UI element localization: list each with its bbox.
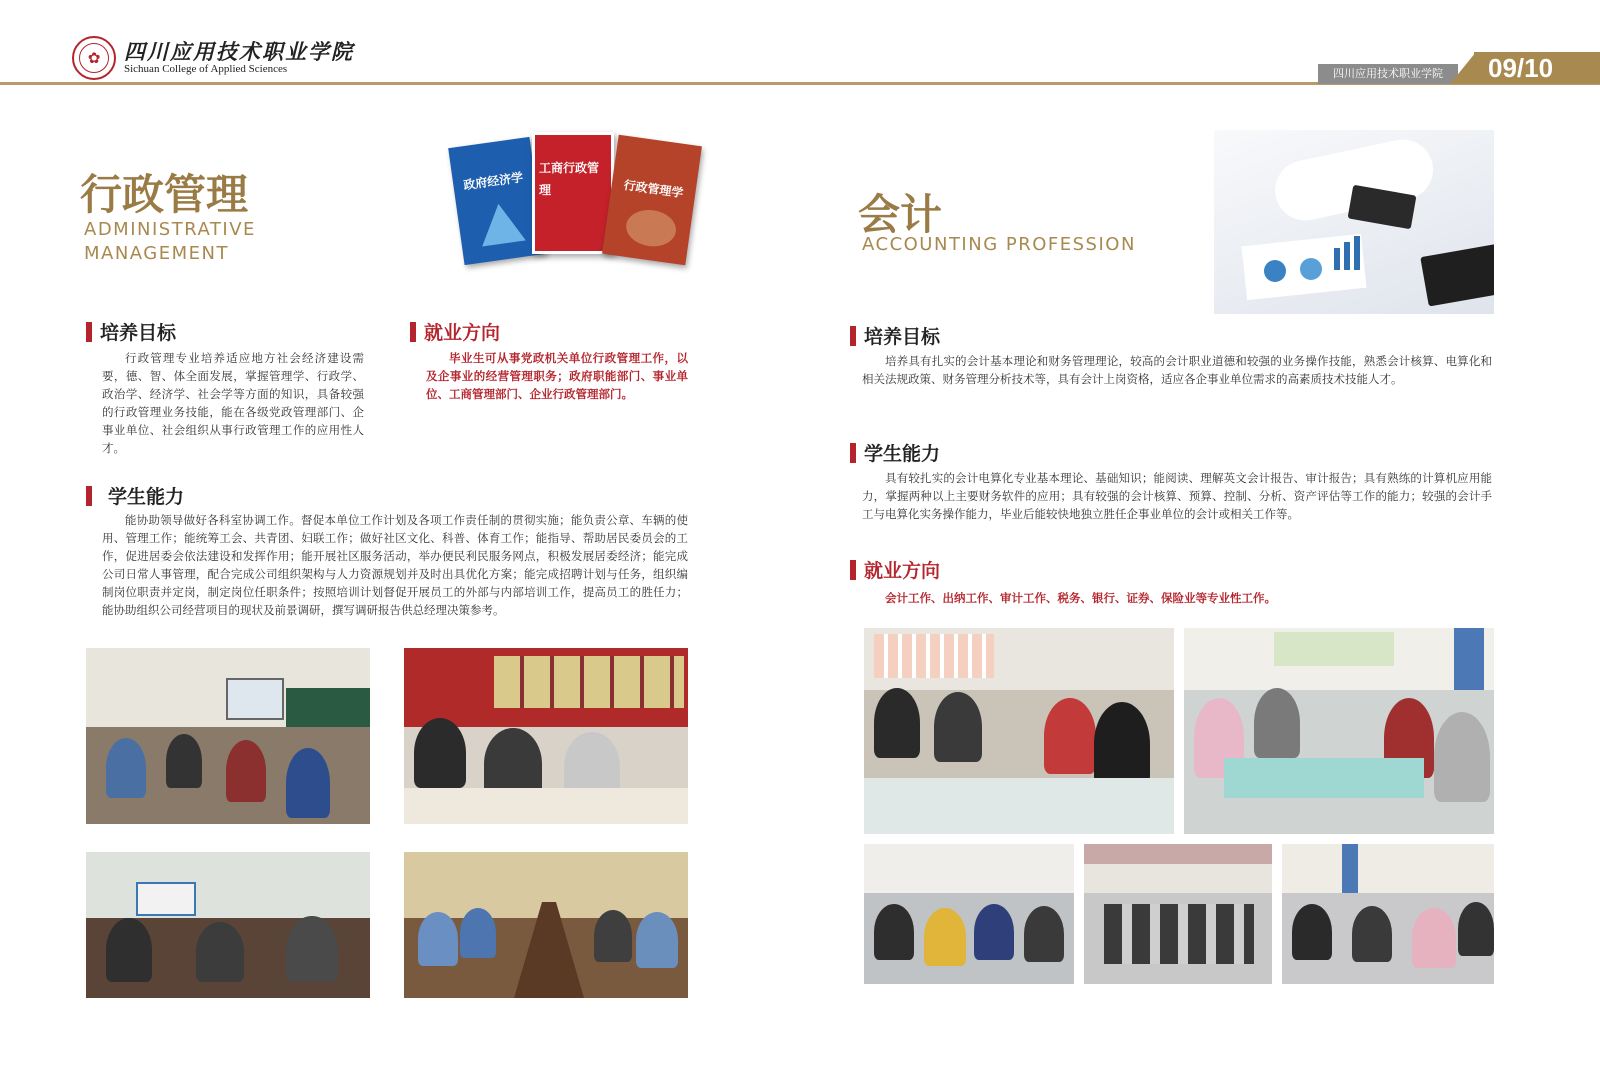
page-tab-wedge — [1450, 52, 1476, 84]
heading-text: 培养目标 — [100, 322, 177, 344]
book-cover-administration — [602, 135, 702, 266]
accounting-ability-text: 具有较扎实的会计电算化专业基本理论、基础知识；能阅读、理解英文会计报告、审计报告；具有熟练的计算机应用能力，掌握两种以上主要财务软件的应用；具有较强的会计核算、预算、控制、分析、资产评估等工作的能力；较强的会计手工与电算化实务操作能力，毕业后能较快地独立胜任企事业单位的会计或相关工作等。 — [862, 471, 1492, 521]
admin-goal-heading — [86, 318, 176, 345]
classroom-photo-3 — [86, 852, 370, 998]
accounting-title-cn: 会计 — [858, 190, 943, 239]
admin-ability-text: 能协助领导做好各科室协调工作。督促本单位工作计划及各项工作责任制的贯彻实施；能负责公章、车辆的使用、管理工作；能统筹工会、共青团、妇联工作；做好社区文化、科普、体育工作；能指导、帮助居民委员会的工作，促进居委会依法建设和发挥作用；能开展社区服务活动，举办便民利民服务网点，积极发展居委经济；能完成公司日常人事管理，配合完成公司组织架构与人力资源规划并及时出具优化方案；能完成招聘计划与任务，组织编制岗位职责并定岗，制定岗位任职条件；按照培训计划督促开展员工的外部与内部培训工作，提高员工的胜任力；能协助组织公司经营项目的现状及前景调研，撰写调研报告供总经理决策参考。 — [102, 513, 688, 617]
heading-text: 就业方向 — [424, 322, 501, 344]
admin-career-heading — [410, 318, 500, 345]
school-name-cn: 四川应用技术职业学院 — [124, 39, 354, 64]
accounting-classroom-photo-2 — [1184, 628, 1494, 834]
book-title: 政府经济学 — [462, 170, 524, 193]
heading-text: 学生能力 — [864, 443, 941, 465]
computer-lab-photo — [1084, 844, 1272, 984]
book-title: 行政管理学 — [622, 177, 685, 201]
seal-emblem-icon: ✿ — [79, 43, 109, 73]
school-logo-seal — [72, 36, 116, 80]
classroom-photo-2 — [404, 648, 688, 824]
heading-marker — [86, 486, 92, 506]
page-number: 09/10 — [1474, 52, 1600, 84]
book-cover-commerce — [532, 132, 614, 254]
accounting-goal-heading — [850, 322, 940, 349]
classroom-photo-1 — [86, 648, 370, 824]
accounting-goal-text: 培养具有扎实的会计基本理论和财务管理理论，较高的会计职业道德和较强的业务操作技能，熟悉会计核算、电算化和相关法规政策、财务管理分析技术等，具有会计上岗资格，适应各企事业单位需求的高素质技术技能人才。 — [862, 354, 1492, 386]
book-title: 工商行政管理 — [539, 161, 600, 197]
heading-marker — [410, 322, 416, 342]
admin-title-en-line1: ADMINISTRATIVE — [84, 219, 256, 240]
accounting-title-en: ACCOUNTING PROFESSION — [862, 234, 1136, 255]
accounting-ability-heading — [850, 439, 940, 466]
heading-marker — [850, 560, 856, 580]
meeting-photo — [404, 852, 688, 998]
pyramid-graphic — [477, 201, 526, 247]
heading-marker — [86, 322, 92, 342]
accounting-career-heading — [850, 556, 940, 583]
accounting-classroom-photo-1 — [864, 628, 1174, 834]
cover-ornament — [624, 207, 679, 250]
header-school-bar: 四川应用技术职业学院 — [1318, 64, 1458, 84]
admin-title-cn: 行政管理 — [80, 170, 249, 219]
heading-marker — [850, 443, 856, 463]
accounting-classroom-photo-4 — [1282, 844, 1494, 984]
heading-text: 培养目标 — [864, 326, 941, 348]
accounting-career-text: 会计工作、出纳工作、审计工作、税务、银行、证券、保险业等专业性工作。 — [885, 591, 1276, 605]
heading-text: 就业方向 — [864, 560, 941, 582]
admin-career-text: 毕业生可从事党政机关单位行政管理工作，以及企事业的经营管理职务；政府职能部门、事业单位、工商管理部门、企业行政管理部门。 — [426, 351, 688, 401]
admin-goal-text: 行政管理专业培养适应地方社会经济建设需要，德、智、体全面发展，掌握管理学、行政学、政治学、经济学、社会学等方面的知识，具备较强的行政管理业务技能，能在各级党政管理部门、企事业单位、社会组织从事行政管理工作的应用性人才。 — [102, 351, 364, 455]
admin-title-en-line2: MANAGEMENT — [84, 243, 229, 264]
school-name-en: Sichuan College of Applied Sciences — [124, 63, 288, 75]
textbook-covers — [450, 128, 710, 268]
heading-text: 学生能力 — [108, 486, 185, 508]
accounting-desk-photo — [1214, 130, 1494, 314]
accounting-classroom-photo-3 — [864, 844, 1074, 984]
admin-ability-heading — [86, 482, 184, 509]
heading-marker — [850, 326, 856, 346]
